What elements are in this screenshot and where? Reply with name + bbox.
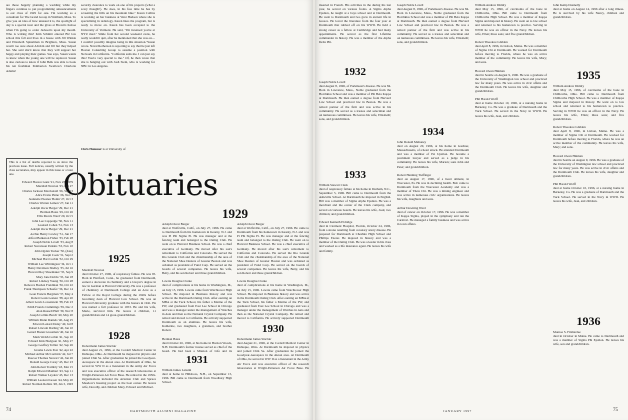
deaths-list-item: William Mann Daniels '40, Aug 25 (28, 317, 73, 322)
obit-1936: Monroe S. Fitzhardee died in October in Maine. He came to Dartmouth and was a member of Sigma Phi Epsilon. He leaves his wife, son and grandchildren. (553, 330, 624, 347)
deaths-list-item: Robert Walker Laydon '43, Dec 13 (28, 373, 73, 378)
footer-right: JANUARY 1997 (443, 409, 472, 413)
class-notes-signature (81, 147, 155, 157)
footer-left: DARTMOUTH ALUMNI MAGAZINE (130, 409, 197, 413)
page-number-right: 75 (613, 408, 618, 413)
class-notes-col1: are those happily planning a wedding while my fingers continue to put programming announcements to our class of 1929 for one. I'm working as a consultant for The Grand Group in Waltham, Mass. To give you an idea of how unusual it is, the spotlight of day is a special treat and the gives at Brown's Koboe when I'm going to order Jackson's upon my mouth. Who is writing this? Kim Schmitt entered BU law school this fall and lives in a house with Jill Winkle and Elizabeth Spinelman in Brighton, Mass. Susan wasn't too sure about All-Kin and Jill but they helped her. She said she'd know that they will support her happy and playing their games. Sue says, Susan wants to know when the young one will be replaced. Susan is also curious to know if John Belk was able to book his ten freshman Pemberton Swallow's Charlotte Adams! (6, 3, 76, 73)
deaths-list-item: Mary Jane Dobbs '35, Jan 18 (36, 274, 73, 279)
year-heading-1930: 1930 (262, 323, 284, 335)
deaths-list-item: Marshall Newton '25, Oct 27 (36, 184, 73, 189)
deaths-list-item: William Lee Whittington '34, Oct 1 (27, 261, 73, 266)
class-notes-col2: security clearance to work on one of his projects (what a scary thought!). He does, in his free time he has by screening the hills on his mountain bike." Karen Collins is working on her business at West Hudson where she is specializing in radiology. Karen likes the program, but is ready to move on. Karen has been accepted to the University of Vermont. He said, "I'm incensed you're at NYU med." Smile from her second weekend owns, he really wouldn't quit, after he mentioned that she was on—I couldn't possibly imagine being in this situation."Susan wrote. Naval Rotherson is reporting to say that he just left Boston Consulting Group to assume a position with Network in California. "California suits me. I can just say this! You're very special to me." Of, he then wrote that she is hanging out with Josh Stein, who is working for NBC in Los Angeles. (81, 3, 155, 69)
obit-1934: John Donald Mahoney died on August 20, 1996, at his home in Gardner, Massachusetts, of a heart attack. He attended Dartmouth and was a member of Psi Upsilon. He became a prominent lawyer and served as a judge in his community. He leaves his wife, Marion; sons John and Peter; and grandchildren. Robert Henning Treffinger died on August 17, 1996, of a heart ailment, in Worcester, Pa. He was in declining health. Bob came to Dartmouth from the Worcester Academy and was a member of Theta Chi. He was a mining engineer and was active in numerous civic organizations. He leaves his wife, daughters and sons. Arthur Downing Ward died of cancer on October 17, 1996. He was a member of Kappa Sigma, played in the symphony and ran the Carnival. He managed a family business and was active in town affairs. (397, 140, 469, 226)
obit-1931: William James Lanstin died at home in Hillsboro, N.H., on September 15, 1996. Bill came to Dartmouth from Woodbury High School. (162, 368, 232, 385)
deaths-list-item: John Ogden Tucker '30, (date) (34, 248, 73, 253)
obit-col3: William Andrew Dimity died May 15, 1996, of carcinoma of the bone in Chillicothe, Ohio. Bill came to Dartmouth from Chillicothe High School. He was a member of Kappa Sigma and majored in history. He went on to law school and returned to his hometown to practice. Serving in WWII he was an officer in the Navy. He leaves his wife, Ellen; three sons; and five grandchildren. Robert Theodore Glidden died April 8, 1996, in Lisbon, Maine. He was a member of Sigma Chi at Dartmouth. He worked for Dartmouth before moving to Florida, where he was an active member of the community. He leaves his wife, Mary; and sons. Howard Owen Hinman died in Seattle on August 9, 1996. He was a graduate of the University of Washington law school and practiced law for many years. He was active in civic affairs and the Dartmouth Club. He leaves his wife, daughter and grandchildren. Phil Harold Wolff died at home October 10, 1996, at a nursing home in Berkeley, Ca. He was a graduate of Dartmouth and the Tuck School. He served in the Navy in WWII. He leaves his wife, Jean, and children. (475, 3, 547, 118)
deaths-list-item: Leon Francis Bergman '37, May 4 (29, 291, 73, 296)
deaths-list-item: Edward Horace Ganz '21, Nov 23, 1979 (21, 180, 73, 184)
year-heading-1929: 1929 (222, 206, 248, 221)
deaths-list-item: Albert Lewis Lowenstein '38, Feb 23 (25, 300, 73, 305)
obit-1928: Dobermann James Sinclair died August 21, 1996, at the Cordell Medical Center in Dubuque, Ohio. At Dartmouth he majored in physics and joined Chin Sa. After graduation he joined the Goodyear-Aerospace in the Akron area. At Dartmouth of Ohio, he served in WW II as a lieutenant in the Army Air Force and was executive officer of the research laboratories at Wright-Patterson Air Force Base. He retired in the 1950s. Organizations included the Aviation Club and Spruce Meadow's housing project as the boat owner. He leaves wife, Dorothy, and children Mary, Edward and Michael. (82, 344, 156, 389)
year-heading-1928: 1928 (108, 330, 130, 342)
deaths-list-item: Adolph Oscar Berger '29, Dec 21 (30, 227, 73, 232)
deaths-list-item: Alice Evans Pinne '26, Nov 7 (35, 192, 73, 197)
deaths-list (9, 180, 73, 386)
right-page (315, 0, 628, 420)
obit-1929-col1: Adolph Oscar Berger died at Wolfsville, Calif., on July 27, 1996. He came to Dartmouth from his hometown in Kearny, N.J. and was Pi Phi Sigma Pi. He was manager and at the fencing team and belonged to the Outing Club. He went on to Harvard Business School. He was a chief executive of Germany. He moved after his son's retirement to California and Colorado. He served the Rio Grande Club and the chairmanship of the area of the National Shoe Dealers of Greater Boston and was ordained as president of Fund Corp. He served on the boards of several companies. He leaves his wife, Betty, and his son Robert and three grandchildren. Lowrie Douglas Clarke died of complications at his home in Washington, Ill., on July 15, 1996. Lowrie came from Watchtower High School. He majored in Business history and was active in the Dartmouth Outing Club. After earning an MBA at the Tuck School, his father a Marine of the PW, and graduated from East Lee School in Chicago and was a manager under the management of Watches in Asia and then as the National Crystal Company. He retired and moved to California. He actively supported Dartmouth as an alumnus. He leaves his wife, Katherine, two daughters, a grandson, and brother Robert. Herman Bates died October 26, 1996, at his home in Bretton Woods, N.H. Dartmouth's former trustee served as chief of the board. He had been a Mission of Life and its (162, 222, 232, 352)
deaths-list-item: Robert Stevenson Perkins '33, Nov 10 (24, 244, 73, 249)
deaths-list-item: Jeannette Eleanor Bonin '27, Oct 3 (28, 197, 73, 202)
obit-1933: William Stewart Clark died of respiratory failure at his home in Durham, N.C., September 5, 1996. Bill came to Dartmouth from the Asheville School. At Dartmouth he majored in English. Bill was a member of Sigma Alpha Epsilon. He was a merchant and the owner of the Clark company, and served on various boards. He leaves his wife, Joan; two children; and grandchildren. Edward Kenneth Eldridge died in Clermont Hospital, Florida, October 24, 1996, from a stroke resulting from coronary artery disease. He prepared for Dartmouth at Cheshire High School and Phillips Exeter. He majored in history and was a member of the Outing Club. He was a leader in his class and worked as a life insurance agent. He leaves his wife and family. (319, 183, 391, 253)
obit-col1-top: inserted in French. His activities in the during his last year, he served on various fronts. A Sigma Alpha Epsilon, he taught at a boys school and at Dartmouth. He went to Dartmouth and two grew in ancient life in Greece. He loved the literature from the four year at Dartmouth that rubbed off on his WWII. He held a strong career as a fellow at Cambridge and had many appointments. He served as the first Lifetime commander in history. He was a member of the Alpha Delta Phi. (319, 3, 391, 44)
deaths-list-item: Ralph Edward Manhart '43, Sep 11 (28, 369, 73, 374)
deaths-list-item: Mark Welsh Corbin '41, Sep 10 (32, 334, 73, 339)
deaths-list-item: Joseph Cook '31, Sept 2 (42, 253, 73, 258)
deaths-list-item: Leonard Cohen '31, Nov 13 (37, 222, 73, 227)
deaths-list-item: Michael Arthur McCormick '42, Jul 7 (24, 351, 73, 356)
obit-1932: Joseph Noble Lovell died August 8, 1996, of Parkinson's disease. He was 84. Born in Lawrence, Mass., Noble graduated from the Hotchkiss School and was a member of Phi Beta Kappa at Dartmouth. He then earned a degree from Harvard Law School and practiced law in Boston. He was a retired partner of the firm and was active in his community. He served as a trustee and selectman and on numerous committees. He leaves his wife, Elizabeth; sons, and grandchildren. (319, 80, 391, 121)
deaths-list-item: Ellis Morris Ward '29, Oct 5 (36, 214, 73, 219)
deaths-list-item: Michael Hart Corbin '32, Oct 29 (31, 257, 73, 262)
deaths-list-item: Joseph Noble Lovell '33, Aug 8 (32, 240, 73, 245)
page-number-left: 74 (6, 408, 11, 413)
deaths-list-item: George Godfrey Tellier '42, Sep 26 (28, 343, 73, 348)
deaths-list-item: Robert Norman Robins '48, Jan 3, 1993 (22, 381, 73, 386)
deaths-list-item: Alan Russell Hull '39, Nov 8 (36, 308, 73, 313)
year-heading-1936: 1936 (576, 314, 601, 328)
deaths-list-intro: This is a list of deaths reported to us since the previous issue. Full notices, usually written by the class secretaries, may appear in this issue or a later one. (9, 160, 73, 176)
year-heading-1932: 1932 (344, 66, 366, 78)
year-heading-1933: 1933 (344, 169, 366, 181)
deaths-list-item: Frank Thompson Schaefer '36, Dec 14 (23, 287, 73, 292)
deaths-list-item: Edward Lenard Daley '40, Jul 8 (32, 321, 73, 326)
obit-col4-top: John Kemp Donnelly died at home on August 14, 1996 after a long illness. He is survived by his wife Nancy, children and grandchildren. (553, 3, 624, 20)
deaths-list-item: Herman Bates '29, Oct 26 (40, 210, 73, 215)
signature-name: Chris Hummer (81, 147, 102, 151)
deaths-list-item: Howard Roy Shoemaker '35, Sep 9 (28, 270, 73, 275)
year-heading-1935: 1935 (576, 68, 601, 82)
deaths-list-item: Robert Lincoln Darling '40, Jan 10 (28, 326, 73, 331)
obituaries-title: Obituaries (63, 168, 218, 203)
deaths-list-item: Charles Jackson Macdonald '26, Sep 23 (22, 188, 73, 193)
left-page (0, 0, 313, 420)
deaths-list-item: John Lee Coppedge '30, Nov 11 (32, 218, 73, 223)
deaths-list-item: Alfred Bankston Fisher '33, Feb 28 (28, 235, 73, 240)
deaths-list-item: Henry Davidson Shelley '35, Jul 16 (27, 265, 73, 270)
deaths-list-item: John Robert Trembly '43, Mar 15 (30, 364, 73, 369)
deaths-list-item: William Leonard Green '44, May 20 (26, 377, 73, 382)
deaths-list-item: Donald George Carey '43, Dec 23 (29, 360, 73, 365)
obit-1929-col2: Adolph Oscar Berger died at Wolfsville, Calif., on July 27, 1996. He came to Dartmouth from his hometown in Kearny, N.J. and was Pi Phi Sigma Pi. He was manager and at the fencing team and belonged to the Outing Club. He went on to Harvard Business School. He was a chief executive of Germany. He moved after his son's retirement to California and Colorado. He served the Rio Grande Club and the chairmanship of the area of the National Shoe Dealers of Greater Boston and was ordained as president of Fund Corp. He served on the boards of several companies. He leaves his wife, Betty, and his son Robert and three grandchildren. Lowrie Douglas Clarke died of complications at his home in Washington, Ill., on July 15, 1996. Lowrie came from Watchtower High School. He majored in Business history and was active in the Dartmouth Outing Club. After earning an MBA at the Tuck School, his father a Marine of the PW, and graduated from East Lee School in Chicago and was a manager under the management of Watches in Asia and then as the National Crystal Company. He retired and moved to California. He actively supported Dartmouth (237, 222, 309, 320)
year-heading-1934: 1934 (422, 126, 444, 138)
deaths-list-item: Edward Kirk Hodgson '41, May 27 (28, 338, 73, 343)
deaths-list-item: Gerard Bazen Grossman '40, Jan 16 (27, 330, 73, 335)
deaths-list-item: Jerome Lewis Post '42, Apr 22 (34, 347, 73, 352)
obit-1935: William Andrew Dimity died May 15, 1996, of carcinoma of the bone in Chillicothe, Ohio. Bill came to Dartmouth from Chillicothe High School. He was a member of Kappa Sigma and majored in history. He went on to law school and returned to his hometown to practice. Serving in WWII he was an officer in the Navy. He leaves his wife, Ellen; three sons; and five grandchildren. Robert Theodore Glidden died April 8, 1996, in Lisbon, Maine. He was a member of Sigma Chi at Dartmouth. He worked for Dartmouth before moving to Florida, where he was an active member of the community. He leaves his wife, Mary; and sons. Howard Owen Hinman died in Seattle on August 9, 1996. He was a graduate of the University of Washington law school and practiced law for many years. He was active in civic affairs and the Dartmouth Club. He leaves his wife, daughter and grandchildren. Phil Harold Wolff died at home October 10, 1996, at a nursing home in Berkeley, Ca. He was a graduate of Dartmouth and the Tuck School. He served in the Navy in WWII. He leaves his wife, Jean, and children. (553, 84, 624, 203)
deaths-list-item: Robert Lindsey Young '36, Oct 28 (29, 278, 73, 283)
deaths-list-item: Edith Francis Cummings '39, Dec 2 (27, 304, 73, 309)
year-heading-1925: 1925 (108, 253, 130, 265)
obit-1930: Dobermann James Sinclair died August 21, 1996, at the Cordell Medical Center in Dubuque, Ohio. At Dartmouth he majored in physics and joined Chin Sa. After graduation he joined the Goodyear-Aerospace in the Akron area. At Dartmouth of Ohio, he served in WW II as a lieutenant in the Army Air Force and was executive officer of the research laboratories at Wright-Patterson Air Force Base. He (237, 337, 309, 370)
deaths-list-item: Archie Henry Cowley '31, Jun 17 (30, 231, 73, 236)
signature-address: is at University of (102, 147, 126, 151)
obit-col2-top: Joseph Noble Lovell died August 8, 1996, of Parkinson's disease. He was 84. Born in Lawrence, Mass., Noble graduated from the Hotchkiss School and was a member of Phi Beta Kappa at Dartmouth. He then earned a degree from Harvard Law School and practiced law in Boston. He was a retired partner of the firm and was active in his community. He served as a trustee and selectman and on numerous committees. He leaves his wife, Elizabeth; sons, and grandchildren. (397, 3, 469, 44)
obit-1925: Marshall Newton died October 27, 1996, of respiratory failure. He was 95. Born in Hartford, Conn., he graduated from Dartmouth, earned a doctorate in chemistry and a lawyer's degree in law in German at Harvard University. He was a professor of chemistry at Dartmouth College and an Acre as a Fellow at the Royal College during the 1920s before becoming dean of Harvard Law School. He was an Harvard University graduate with the honors in 1941. He was named a full professor in 1953. He and his wife, Marie, survived him. He leaves 4 children, 11 grandchildren and 14 great-grandchildren. (82, 268, 156, 318)
deaths-list-item: Joseph Collins Burch '40, May 20 (29, 313, 73, 318)
year-heading-1931: 1931 (186, 354, 208, 366)
deaths-list-item: Roscoe Thomas Stewart '42, Jan 26 (27, 356, 73, 361)
deaths-list-item: Rebecca Borden Freidman '36, Oct 22 (24, 283, 73, 288)
deaths-list-item: Charles Warren Lemon '27, Jan 11 (29, 201, 73, 206)
deaths-list-item: Robert Louis Lesieur '38, Apr 20 (30, 296, 73, 301)
deaths-list-item: Adolph Oscar Berger '29, Dec 21 (30, 205, 73, 210)
